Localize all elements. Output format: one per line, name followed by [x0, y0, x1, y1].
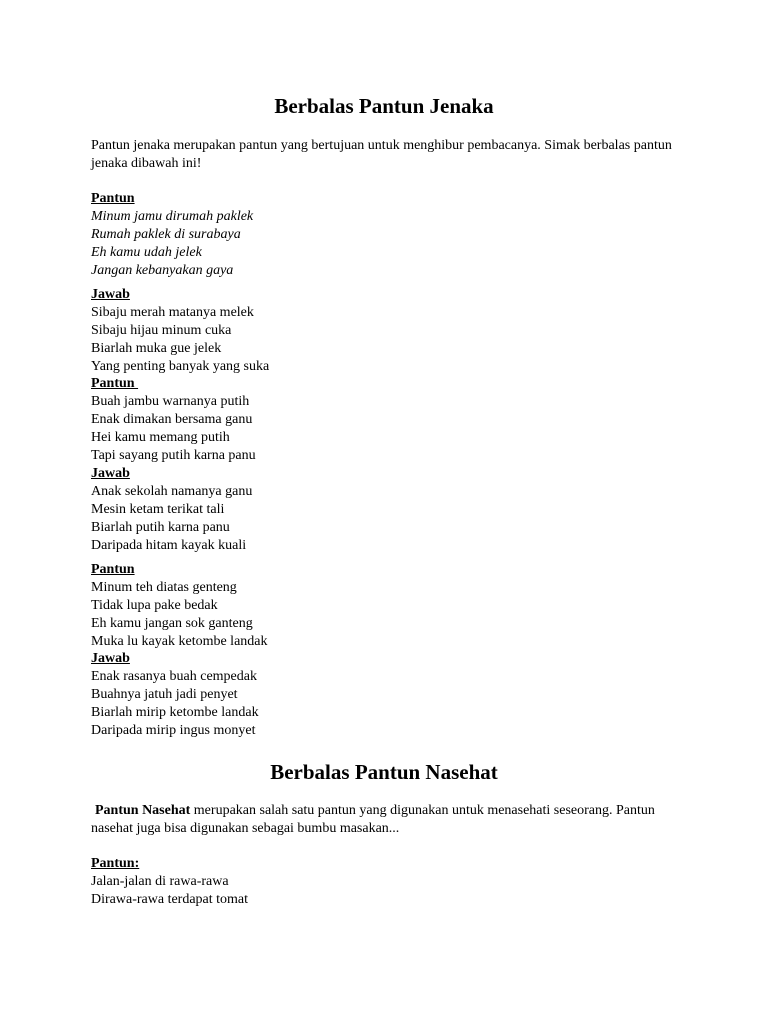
pantun-block: [91, 561, 268, 651]
verse-line: Eh kamu jangan sok ganteng: [91, 616, 253, 631]
verse-line: Enak rasanya buah cempedak: [91, 669, 257, 684]
jawab-heading: Jawab: [91, 651, 130, 666]
verse-line: Jangan kebanyakan gaya: [91, 263, 234, 278]
verse-line: Daripada mirip ingus monyet: [91, 723, 256, 738]
pantun-block: [91, 375, 256, 465]
verse-line: Biarlah putih karna panu: [91, 520, 230, 535]
pantun-heading: Pantun:: [91, 856, 140, 871]
verse-line: Tidak lupa pake bedak: [91, 598, 218, 613]
verse-line: Sibaju merah matanya melek: [91, 305, 254, 320]
verse-line: Minum teh diatas genteng: [91, 580, 237, 595]
intro-text: merupakan salah satu pantun yang digunakan untuk menasehati seseorang. Pantun nasehat juga bisa digunakan sebagai bumbu masakan...: [91, 803, 655, 836]
verse-line: Anak sekolah namanya ganu: [91, 484, 253, 499]
intro-paragraph: Pantun jenaka merupakan pantun yang bertujuan untuk menghibur pembacanya. Simak berbalas pantun jenaka dibawah ini!: [91, 138, 672, 171]
jawab-heading: Jawab: [91, 466, 130, 481]
verse-line: Tapi sayang putih karna panu: [91, 448, 256, 463]
section-title: Berbalas Pantun Jenaka: [274, 94, 494, 118]
verse-line: Muka lu kayak ketombe landak: [91, 634, 268, 649]
verse-line: Buahnya jatuh jadi penyet: [91, 687, 238, 702]
verse-line: Eh kamu udah jelek: [91, 245, 202, 260]
verse-line: Enak dimakan bersama ganu: [91, 412, 253, 427]
intro-bold-term: Pantun Nasehat: [95, 803, 191, 818]
verse-line: Sibaju hijau minum cuka: [91, 323, 232, 338]
verse-line: Yang penting banyak yang suka: [91, 359, 270, 374]
verse-line: Dirawa-rawa terdapat tomat: [91, 892, 249, 907]
verse-line: Biarlah mirip ketombe landak: [91, 705, 259, 720]
pantun-heading: Pantun: [91, 562, 135, 577]
intro-paragraph: [91, 802, 691, 838]
section-title: Berbalas Pantun Nasehat: [270, 760, 498, 784]
jawab-block: [91, 286, 269, 376]
pantun-heading: Pantun: [91, 376, 139, 391]
verse-line: Hei kamu memang putih: [91, 430, 230, 445]
pantun-block: [91, 190, 253, 280]
verse-line: Rumah paklek di surabaya: [91, 227, 241, 242]
verse-line: Minum jamu dirumah paklek: [91, 209, 254, 224]
verse-line: Mesin ketam terikat tali: [91, 502, 225, 517]
jawab-block: [91, 650, 259, 740]
verse-line: Biarlah muka gue jelek: [91, 341, 222, 356]
pantun-block: [91, 855, 248, 909]
verse-line: Buah jambu warnanya putih: [91, 394, 250, 409]
verse-line: Jalan-jalan di rawa-rawa: [91, 874, 229, 889]
jawab-block: [91, 465, 252, 555]
verse-line: Daripada hitam kayak kuali: [91, 538, 247, 553]
jawab-heading: Jawab: [91, 287, 130, 302]
pantun-heading: Pantun: [91, 191, 135, 206]
